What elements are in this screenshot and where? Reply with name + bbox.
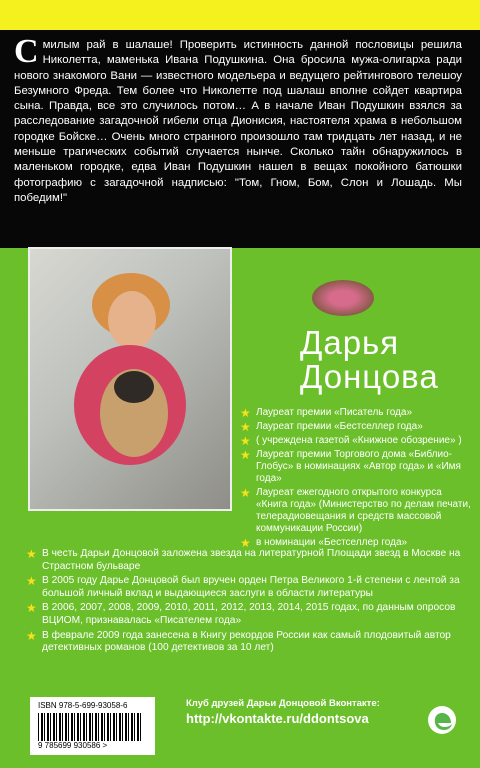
club-link[interactable]: http://vkontakte.ru/ddontsova — [186, 711, 369, 726]
pug-face — [114, 371, 154, 403]
author-photo — [28, 247, 232, 511]
facts-list — [24, 548, 464, 657]
author-first-name: Дарья — [300, 324, 400, 361]
author-last-name: Донцова — [300, 358, 439, 395]
awards-list — [238, 407, 474, 551]
author-name — [300, 326, 470, 394]
fact-item: ★ В 2006, 2007, 2008, 2009, 2010, 2011, 2012, 2013, 2014, 2015 годах, по данным опросов ВЦИОМ, признавалась «Писателем года» — [24, 602, 464, 627]
barcode-number: 9 785699 930586 > — [38, 741, 108, 750]
top-yellow-strip — [0, 0, 480, 30]
award-item: ★ в номинации «Бестселлер года» — [238, 537, 474, 549]
blurb-text — [14, 33, 462, 206]
award-item: ★ Лауреат премии «Писатель года» — [238, 407, 474, 419]
barcode-bars — [38, 713, 142, 741]
barcode-box — [30, 697, 155, 755]
club-label: Клуб друзей Дарьи Донцовой Вконтакте: — [186, 698, 380, 709]
book-logo-icon — [428, 706, 456, 734]
isbn-text: ISBN 978-5-699-93058-6 — [38, 701, 128, 710]
nest-illustration — [312, 280, 374, 316]
author-face — [108, 291, 156, 349]
fact-item: ★ В 2005 году Дарье Донцовой был вручен орден Петра Великого 1-й степени с лентой за большой личный вклад и выдающиеся заслуги в области литературы — [24, 575, 464, 600]
award-note: ★ ( учреждена газетой «Книжное обозрение» ) — [238, 435, 474, 447]
award-item: ★ Лауреат премии «Бестселлер года» — [238, 421, 474, 433]
book-logo-svg — [428, 706, 456, 734]
fact-item: ★ В честь Дарьи Донцовой заложена звезда на литературной Площади звезд в Москве на Страстном бульваре — [24, 548, 464, 573]
dropcap: С — [14, 33, 39, 70]
award-item: ★ Лауреат ежегодного открытого конкурса «Книга года» (Министерство по делам печати, телерадиовещания и средств массовой коммуникации России) — [238, 487, 474, 535]
blurb-body: милым рай в шалаше! Проверить истинность данной пословицы решила Николетта, маменька Ивана Подушкина. Она бросила мужа-олигарха ради нового знакомого Вани — известного модельера и ведущего рейтингового телешоу Безумного Фреда. Тем более что Николетте под шалаш вполне сойдет квартира сына. Правда, все это случилось потом… А в начале Иван Подушкин взялся за расследование загадочной гибели отца Дионисия, настоятеля храма в небольшом городке Бойске… Очень много странного произошло там тридцать лет назад, и не меньше трагических событий случается нынче. Сколько тайн обнаружилось в маленьком городке, едва Иван Подушкин нашел в вещах покойного батюшки фотографию с загадочной надписью: "Том, Гном, Бом, Слон и Лошадь. Мы победим!" — [14, 39, 462, 204]
fact-item: ★ В феврале 2009 года занесена в Книгу рекордов России как самый плодовитый автор детективных романов (100 детективов за 10 лет) — [24, 630, 464, 655]
award-item: ★ Лауреат премии Торгового дома «Библио-Глобус» в номинациях «Автор года» и «Имя года» — [238, 449, 474, 485]
